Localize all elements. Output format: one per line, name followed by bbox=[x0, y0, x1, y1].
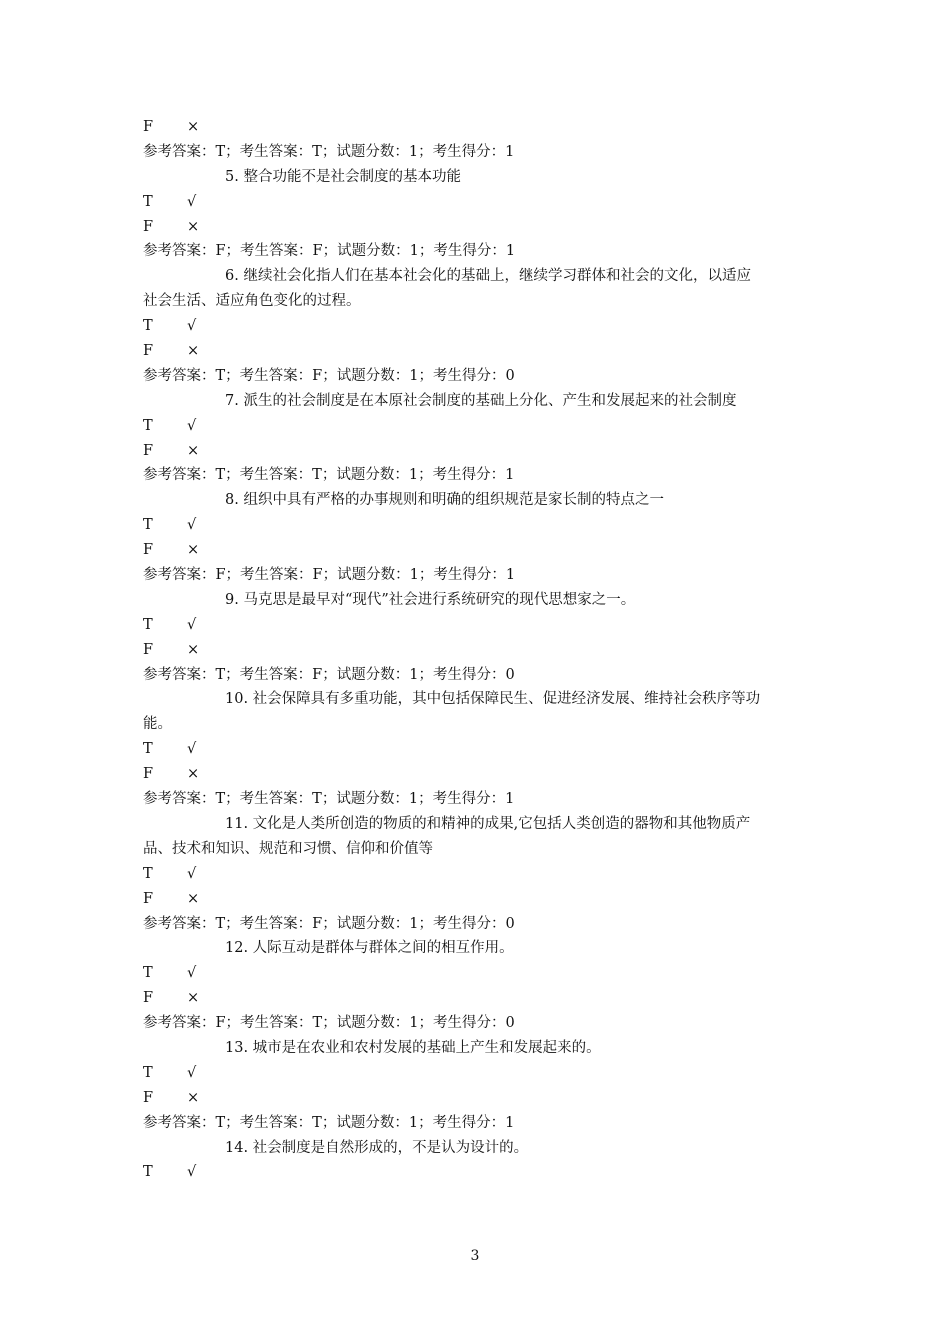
question-text-continued: 品、技术和知识、规范和习惯、信仰和价值等 bbox=[143, 840, 433, 857]
option-t-line bbox=[143, 190, 813, 215]
option-key: F bbox=[143, 1089, 154, 1106]
cross-mark: × bbox=[187, 766, 200, 783]
option-t-line bbox=[143, 1160, 813, 1185]
option-t-line bbox=[143, 1061, 813, 1086]
check-mark: √ bbox=[187, 1164, 197, 1181]
option-key: T bbox=[143, 965, 153, 982]
option-key: F bbox=[143, 766, 154, 783]
option-key: F bbox=[143, 442, 154, 459]
option-key: F bbox=[143, 343, 154, 360]
cross-mark: × bbox=[187, 218, 200, 235]
option-t-line bbox=[143, 613, 813, 638]
answer-result-line: 参考答案：T；考生答案：T；试题分数：1；考生得分：1 bbox=[143, 1114, 515, 1131]
option-key: T bbox=[143, 865, 153, 882]
option-f-line bbox=[143, 339, 813, 364]
question-text: 8. 组织中具有严格的办事规则和明确的组织规范是家长制的特点之一 bbox=[225, 492, 664, 509]
question-text: 14. 社会制度是自然形成的，不是认为设计的。 bbox=[225, 1139, 529, 1156]
cross-mark: × bbox=[187, 990, 200, 1007]
cross-mark: × bbox=[187, 119, 200, 135]
check-mark: √ bbox=[187, 517, 197, 534]
check-mark: √ bbox=[187, 1064, 197, 1081]
option-key: F bbox=[143, 990, 154, 1007]
cross-mark: × bbox=[187, 343, 200, 360]
option-key: F bbox=[143, 119, 154, 135]
option-key: T bbox=[143, 1064, 153, 1081]
option-f-line bbox=[143, 538, 813, 563]
answer-result-line: 参考答案：T；考生答案：F；试题分数：1；考生得分：0 bbox=[143, 367, 515, 384]
option-t-line bbox=[143, 737, 813, 762]
option-f-line bbox=[143, 986, 813, 1011]
option-key: F bbox=[143, 890, 154, 907]
answer-result-line: 参考答案：F；考生答案：F；试题分数：1；考生得分：1 bbox=[143, 567, 516, 584]
option-f-line bbox=[143, 887, 813, 912]
cross-mark: × bbox=[187, 641, 200, 658]
option-key: T bbox=[143, 1164, 153, 1181]
question-text: 10. 社会保障具有多重功能，其中包括保障民生、促进经济发展、维持社会秩序等功 bbox=[225, 691, 761, 708]
check-mark: √ bbox=[187, 616, 197, 633]
option-f-line bbox=[143, 115, 813, 140]
answer-result-line: 参考答案：F；考生答案：T；试题分数：1；考生得分：0 bbox=[143, 1015, 515, 1032]
option-key: T bbox=[143, 417, 153, 434]
option-t-line bbox=[143, 862, 813, 887]
question-text: 9. 马克思是最早对“现代”社会进行系统研究的现代思想家之一。 bbox=[225, 591, 636, 608]
option-key: F bbox=[143, 542, 154, 559]
check-mark: √ bbox=[187, 865, 197, 882]
question-text: 11. 文化是人类所创造的物质的和精神的成果,它包括人类创造的器物和其他物质产 bbox=[225, 815, 751, 832]
question-text-continued: 能。 bbox=[143, 716, 172, 733]
cross-mark: × bbox=[187, 890, 200, 907]
cross-mark: × bbox=[187, 542, 200, 559]
option-f-line bbox=[143, 762, 813, 787]
option-t-line bbox=[143, 513, 813, 538]
question-text: 13. 城市是在农业和农村发展的基础上产生和发展起来的。 bbox=[225, 1039, 601, 1056]
answer-result-line: 参考答案：T；考生答案：F；试题分数：1；考生得分：0 bbox=[143, 666, 515, 683]
check-mark: √ bbox=[187, 741, 197, 758]
option-f-line bbox=[143, 1086, 813, 1111]
question-text: 7. 派生的社会制度是在本原社会制度的基础上分化、产生和发展起来的社会制度 bbox=[225, 392, 737, 409]
check-mark: √ bbox=[187, 965, 197, 982]
answer-result-line: 参考答案：T；考生答案：T；试题分数：1；考生得分：1 bbox=[143, 467, 515, 484]
question-text-continued: 社会生活、适应角色变化的过程。 bbox=[143, 293, 361, 310]
cross-mark: × bbox=[187, 1089, 200, 1106]
option-f-line bbox=[143, 638, 813, 663]
answer-result-line: 参考答案：T；考生答案：T；试题分数：1；考生得分：1 bbox=[143, 791, 515, 808]
check-mark: √ bbox=[187, 193, 197, 210]
answer-result-line: 参考答案：F；考生答案：F；试题分数：1；考生得分：1 bbox=[143, 243, 516, 260]
check-mark: √ bbox=[187, 318, 197, 335]
page-number: 3 bbox=[470, 1248, 480, 1264]
option-key: T bbox=[143, 318, 153, 335]
option-key: T bbox=[143, 741, 153, 758]
option-key: F bbox=[143, 218, 154, 235]
option-t-line bbox=[143, 961, 813, 986]
option-f-line bbox=[143, 439, 813, 464]
option-t-line bbox=[143, 414, 813, 439]
option-key: T bbox=[143, 193, 153, 210]
option-f-line bbox=[143, 215, 813, 240]
document-body bbox=[143, 115, 813, 1185]
option-t-line bbox=[143, 314, 813, 339]
option-key: T bbox=[143, 616, 153, 633]
option-key: T bbox=[143, 517, 153, 534]
question-text: 12. 人际互动是群体与群体之间的相互作用。 bbox=[225, 940, 514, 957]
option-key: F bbox=[143, 641, 154, 658]
question-text: 6. 继续社会化指人们在基本社会化的基础上，继续学习群体和社会的文化，以适应 bbox=[225, 268, 751, 285]
answer-result-line: 参考答案：T；考生答案：F；试题分数：1；考生得分：0 bbox=[143, 915, 515, 932]
check-mark: √ bbox=[187, 417, 197, 434]
question-text: 5. 整合功能不是社会制度的基本功能 bbox=[225, 168, 461, 185]
cross-mark: × bbox=[187, 442, 200, 459]
answer-result-line: 参考答案：T；考生答案：T；试题分数：1；考生得分：1 bbox=[143, 143, 515, 160]
